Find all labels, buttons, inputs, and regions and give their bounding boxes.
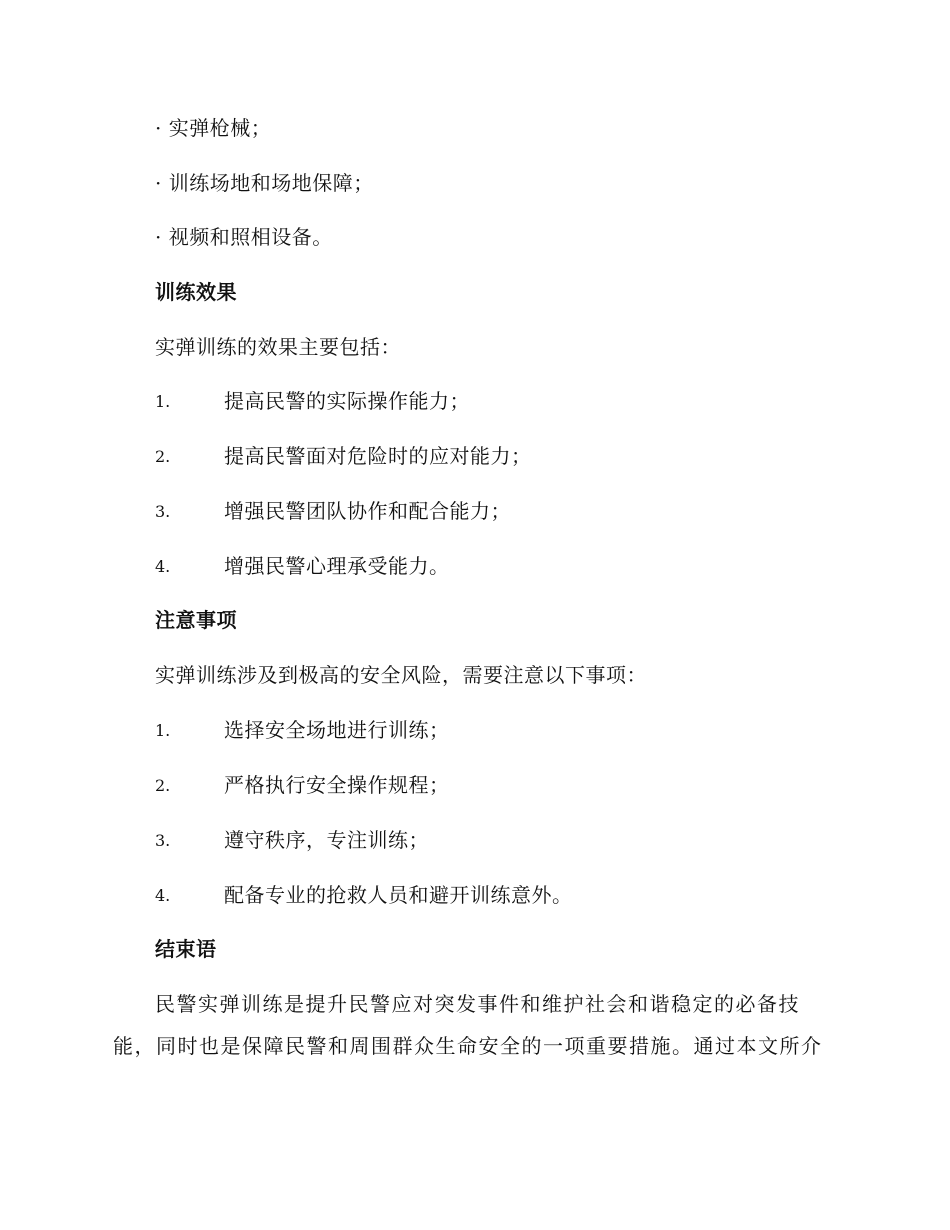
list-item: 配备专业的抢救人员和避开训练意外。 bbox=[224, 883, 573, 907]
list-number: 4. bbox=[155, 557, 171, 576]
list-item: 提高民警的实际操作能力； bbox=[224, 389, 470, 413]
bullet-item: · 训练场地和场地保障； bbox=[155, 171, 374, 195]
bullet-item: · 实弹枪械； bbox=[155, 116, 272, 140]
list-number: 2. bbox=[155, 447, 171, 466]
section-heading-conclusion: 结束语 bbox=[155, 937, 217, 961]
list-item: 选择安全场地进行训练； bbox=[224, 718, 450, 742]
section-intro-effect: 实弹训练的效果主要包括： bbox=[155, 335, 401, 359]
section-heading-effect: 训练效果 bbox=[155, 280, 237, 304]
list-item: 提高民警面对危险时的应对能力； bbox=[224, 444, 532, 468]
section-intro-caution: 实弹训练涉及到极高的安全风险，需要注意以下事项： bbox=[155, 663, 647, 687]
section-heading-caution: 注意事项 bbox=[155, 608, 237, 632]
list-item: 增强民警心理承受能力。 bbox=[224, 554, 450, 578]
list-item: 增强民警团队协作和配合能力； bbox=[224, 499, 511, 523]
list-number: 2. bbox=[155, 776, 171, 795]
list-item: 遵守秩序，专注训练； bbox=[224, 828, 429, 852]
bullet-item: · 视频和照相设备。 bbox=[155, 225, 333, 249]
list-number: 1. bbox=[155, 721, 171, 740]
list-number: 3. bbox=[155, 831, 171, 850]
list-number: 1. bbox=[155, 392, 171, 411]
list-number: 4. bbox=[155, 886, 171, 905]
conclusion-paragraph: 民警实弹训练是提升民警应对突发事件和维护社会和谐稳定的必备技能，同时也是保障民警和周围群众生命安全的一项重要措施。通过本文所介 bbox=[113, 992, 823, 1058]
list-number: 3. bbox=[155, 502, 171, 521]
list-item: 严格执行安全操作规程； bbox=[224, 773, 450, 797]
